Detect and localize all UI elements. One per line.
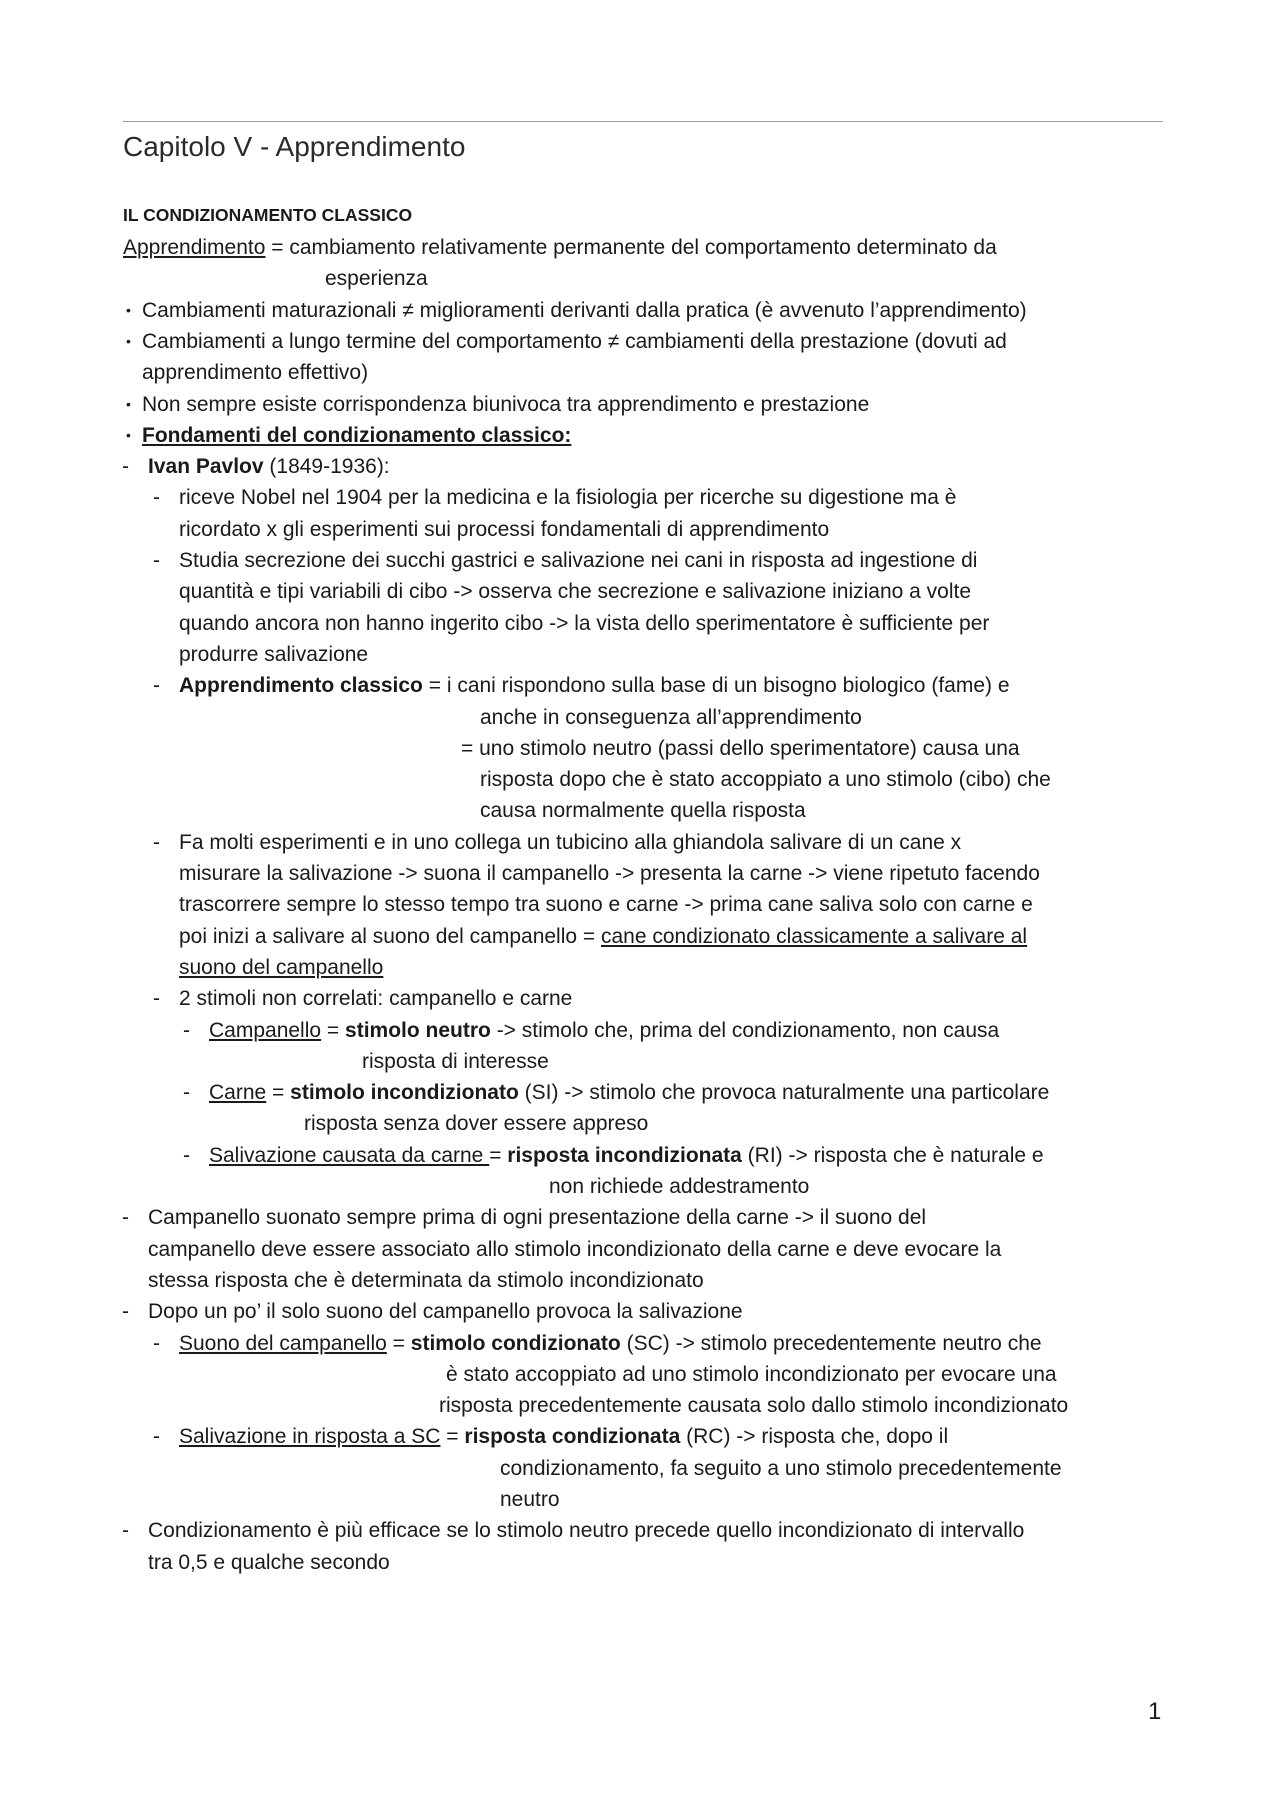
list-item-continuation: risposta dopo che è stato accoppiato a uno stimolo (cibo) che [480, 768, 1051, 792]
list-item: • Fondamenti del condizionamento classico: [126, 423, 572, 447]
list-item-continuation: poi inizi a salivare al suono del campanello = cane condizionato classicamente a salivare al [179, 924, 1028, 948]
list-item-continuation: condizionamento, fa seguito a uno stimolo precedentemente [500, 1456, 1062, 1480]
list-item-continuation: ricordato x gli esperimenti sui processi fondamentali di apprendimento [179, 517, 830, 541]
list-item: - Suono del campanello = stimolo condizionato (SC) -> stimolo precedentemente neutro che [153, 1331, 1042, 1355]
list-item-continuation: produrre salivazione [179, 642, 369, 666]
list-item-continuation: stessa risposta che è determinata da stimolo incondizionato [148, 1268, 704, 1292]
list-item-continuation: misurare la salivazione -> suona il campanello -> presenta la carne -> viene ripetuto facendo [179, 862, 1040, 885]
list-item-continuation: apprendimento effettivo) [142, 361, 369, 385]
page-number: 1 [1148, 1698, 1162, 1725]
list-item-continuation: tra 0,5 e qualche secondo [148, 1550, 390, 1574]
definition-continuation: esperienza [325, 267, 428, 291]
list-item: - Salivazione in risposta a SC = risposta condizionata (RC) -> risposta che, dopo il [153, 1425, 949, 1449]
list-item: - Apprendimento classico = i cani rispondono sulla base di un bisogno biologico (fame) e [153, 674, 1010, 698]
underlined-conclusion: cane condizionato classicamente a salivare al [601, 924, 1028, 948]
list-item: - Campanello suonato sempre prima di ogni presentazione della carne -> il suono del [122, 1206, 927, 1230]
definition-term: Apprendimento [123, 236, 266, 259]
list-item-continuation: campanello deve essere associato allo stimolo incondizionato della carne e deve evocare la [148, 1237, 1002, 1261]
list-item-continuation: è stato accoppiato ad uno stimolo incondizionato per evocare una [446, 1362, 1057, 1386]
list-item-continuation: risposta di interesse [362, 1049, 549, 1073]
list-item: • Non sempre esiste corrispondenza biunivoca tra apprendimento e prestazione [126, 392, 870, 416]
list-item-continuation: quando ancora non hanno ingerito cibo -> la vista dello sperimentatore è sufficiente per [179, 611, 990, 635]
list-item: - Studia secrezione dei succhi gastrici e salivazione nei cani in risposta ad ingestione di [153, 549, 978, 572]
definition-line: Apprendimento = cambiamento relativamente permanente del comportamento determinato da [123, 236, 997, 259]
list-item: - Dopo un po’ il solo suono del campanello provoca la salivazione [122, 1300, 743, 1324]
list-item-continuation: non richiede addestramento [549, 1175, 810, 1198]
subsection-heading: Fondamenti del condizionamento classico: [142, 423, 572, 447]
list-item-continuation: causa normalmente quella risposta [480, 799, 806, 823]
list-item: - Ivan Pavlov (1849-1936): [122, 455, 390, 479]
list-item: - Salivazione causata da carne = risposta incondizionata (RI) -> risposta che è naturale e [183, 1143, 1044, 1167]
list-item-continuation: = uno stimolo neutro (passi dello sperimentatore) causa una [461, 736, 1020, 760]
list-item: - riceve Nobel nel 1904 per la medicina e la fisiologia per ricerche su digestione ma è [153, 486, 957, 510]
list-item: - Carne = stimolo incondizionato (SI) -> stimolo che provoca naturalmente una particolare [183, 1081, 1050, 1105]
person-name: Ivan Pavlov [148, 455, 264, 479]
list-item: • Cambiamenti a lungo termine del comportamento ≠ cambiamenti della prestazione (dovuti ad [126, 329, 1007, 353]
list-item: • Cambiamenti maturazionali ≠ miglioramenti derivanti dalla pratica (è avvenuto l’apprendimento) [126, 298, 1027, 322]
list-item: - Condizionamento è più efficace se lo stimolo neutro precede quello incondizionato di intervallo [122, 1519, 1025, 1543]
list-item: - Fa molti esperimenti e in uno collega un tubicino alla ghiandola salivare di un cane x [153, 830, 962, 854]
list-item-continuation: trascorrere sempre lo stesso tempo tra suono e carne -> prima cane saliva solo con carne e [179, 893, 1033, 917]
key-term: Apprendimento classico [179, 674, 423, 698]
list-item-continuation: suono del campanello [179, 955, 384, 979]
list-item-continuation: anche in conseguenza all’apprendimento [480, 705, 862, 729]
list-item-continuation: neutro [500, 1488, 560, 1511]
list-item-continuation: quantità e tipi variabili di cibo -> osserva che secrezione e salivazione iniziano a volte [179, 580, 972, 604]
top-rule [123, 121, 1163, 122]
page-title: Capitolo V - Apprendimento [123, 131, 466, 162]
list-item: - Campanello = stimolo neutro -> stimolo che, prima del condizionamento, non causa [183, 1018, 1000, 1042]
list-item-continuation: risposta precedentemente causata solo dallo stimolo incondizionato [439, 1394, 1069, 1418]
list-item-continuation: risposta senza dover essere appreso [304, 1112, 649, 1136]
list-item: - 2 stimoli non correlati: campanello e carne [153, 987, 573, 1011]
section-heading: IL CONDIZIONAMENTO CLASSICO [123, 205, 413, 225]
